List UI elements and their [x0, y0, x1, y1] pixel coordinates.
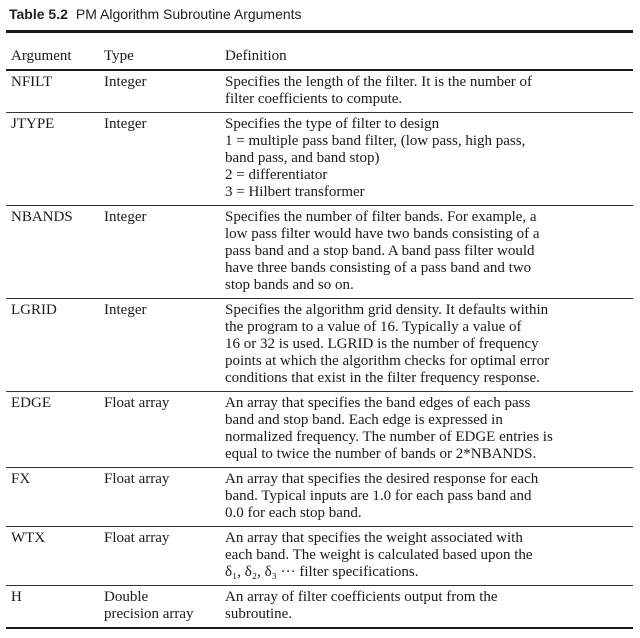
definition-line: pass band and a stop band. A band pass filter would	[225, 243, 535, 259]
top-rule	[6, 30, 633, 33]
type-cell	[100, 527, 222, 586]
definition-line: have three bands consisting of a pass band and two	[225, 260, 532, 276]
definition-line: band pass, and band stop)	[225, 150, 380, 166]
argument-cell: LGRID	[6, 299, 100, 392]
definition-line: points at which the algorithm checks for optimal error	[225, 353, 550, 369]
header-type: Type	[100, 45, 222, 70]
definition-line: subroutine.	[225, 606, 293, 622]
header-argument: Argument	[6, 45, 100, 70]
definition-line: each band. The weight is calculated based upon the	[225, 547, 533, 563]
argument-cell: H	[6, 586, 100, 629]
type-cell	[100, 586, 222, 629]
type-cell	[100, 299, 222, 392]
argument-cell: NFILT	[6, 70, 100, 113]
definition-cell	[222, 468, 633, 527]
argument-cell: JTYPE	[6, 113, 100, 206]
table-row	[6, 392, 633, 468]
table-body	[6, 70, 633, 628]
type-line: Integer	[104, 302, 147, 318]
definition-line: δ₁, δ₂, δ₃ ··· filter specifications.	[225, 564, 419, 580]
type-line: Integer	[104, 74, 147, 90]
argument-cell: FX	[6, 468, 100, 527]
table-row	[6, 468, 633, 527]
definition-cell	[222, 586, 633, 629]
header-row	[6, 45, 633, 70]
definition-line: low pass filter would have two bands consisting of a	[225, 226, 540, 242]
definition-line: Specifies the length of the filter. It is the number of	[225, 74, 533, 90]
definition-line: Specifies the type of filter to design	[225, 116, 440, 132]
header-definition: Definition	[222, 45, 633, 70]
table-row	[6, 586, 633, 629]
definition-line: 3 = Hilbert transformer	[225, 184, 365, 200]
definition-line: filter coefficients to compute.	[225, 91, 403, 107]
definition-line: An array of filter coefficients output from the	[225, 589, 498, 605]
definition-line: 2 = differentiator	[225, 167, 328, 183]
table-row	[6, 206, 633, 299]
definition-cell	[222, 299, 633, 392]
argument-cell: WTX	[6, 527, 100, 586]
table-caption	[9, 6, 302, 22]
definition-cell	[222, 206, 633, 299]
definition-cell	[222, 392, 633, 468]
arguments-table	[6, 45, 633, 629]
type-cell	[100, 113, 222, 206]
type-cell	[100, 206, 222, 299]
definition-line: Specifies the algorithm grid density. It defaults within	[225, 302, 549, 318]
argument-cell: NBANDS	[6, 206, 100, 299]
definition-line: stop bands and so on.	[225, 277, 354, 293]
type-line: Float array	[104, 395, 170, 411]
type-cell	[100, 70, 222, 113]
definition-line: the program to a value of 16. Typically a value of	[225, 319, 522, 335]
definition-line: conditions that exist in the filter frequency response.	[225, 370, 540, 386]
argument-cell: EDGE	[6, 392, 100, 468]
table-row	[6, 70, 633, 113]
table-row	[6, 527, 633, 586]
type-line: precision array	[104, 606, 194, 622]
definition-line: An array that specifies the weight associated with	[225, 530, 523, 546]
definition-line: Specifies the number of filter bands. For example, a	[225, 209, 537, 225]
table-title: PM Algorithm Subroutine Arguments	[75, 6, 302, 22]
definition-line: equal to twice the number of bands or 2*NBANDS.	[225, 446, 537, 462]
type-line: Integer	[104, 209, 147, 225]
definition-cell	[222, 113, 633, 206]
table-number: Table 5.2	[9, 6, 68, 22]
definition-cell	[222, 70, 633, 113]
definition-cell	[222, 527, 633, 586]
definition-line: 16 or 32 is used. LGRID is the number of frequency	[225, 336, 539, 352]
type-line: Float array	[104, 530, 170, 546]
type-line: Integer	[104, 116, 147, 132]
type-cell	[100, 468, 222, 527]
table-row	[6, 299, 633, 392]
definition-line: An array that specifies the desired response for each	[225, 471, 539, 487]
type-line: Float array	[104, 471, 170, 487]
definition-line: band. Typical inputs are 1.0 for each pass band and	[225, 488, 532, 504]
definition-line: An array that specifies the band edges of each pass	[225, 395, 531, 411]
definition-line: 0.0 for each stop band.	[225, 505, 362, 521]
definition-line: normalized frequency. The number of EDGE entries is	[225, 429, 553, 445]
definition-line: 1 = multiple pass band filter, (low pass, high pass,	[225, 133, 526, 149]
type-cell	[100, 392, 222, 468]
type-line: Double	[104, 589, 149, 605]
table-row	[6, 113, 633, 206]
definition-line: band and stop band. Each edge is expressed in	[225, 412, 503, 428]
